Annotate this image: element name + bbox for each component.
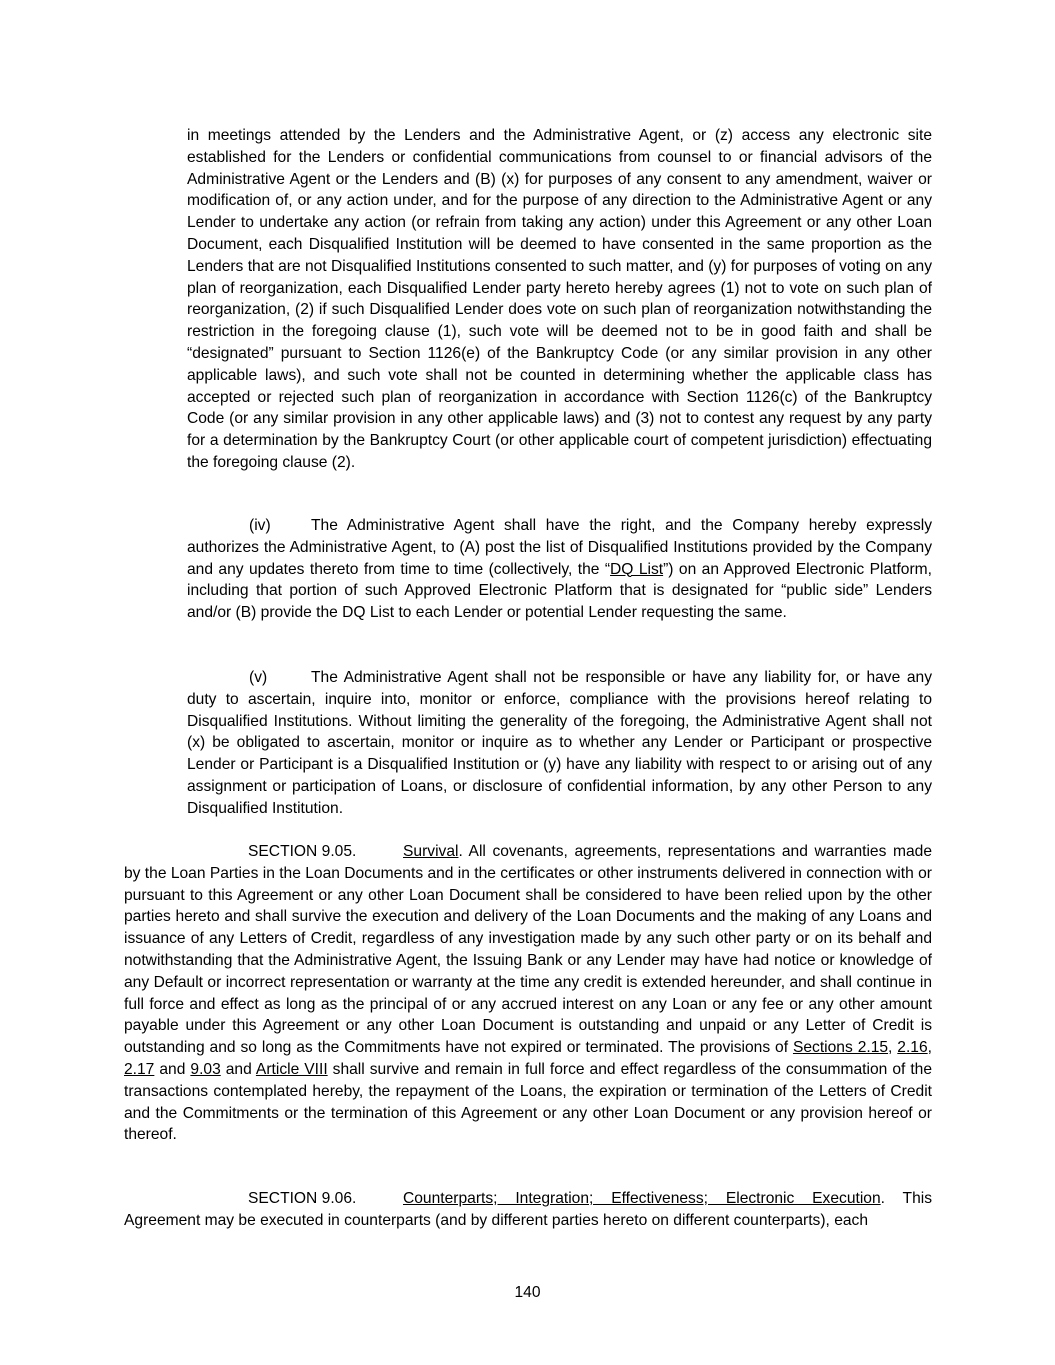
paragraph-iv-text-after: ”) on an Approved Electronic Platform, including that portion of such Approved Electronic Platform that is designated for “public side” Lenders and/or (B) provide the DQ List to each Lender or potential Lender requesting the same. xyxy=(187,560,932,622)
section-9-06 xyxy=(124,1188,932,1232)
section-9-06-number: SECTION 9.06. xyxy=(248,1190,357,1207)
section-9-06-heading: Counterparts; Integration; Effectiveness; Electronic Execution xyxy=(403,1190,881,1207)
paragraph-v xyxy=(187,667,932,820)
paragraph-v-text: The Administrative Agent shall not be responsible or have any liability for, or have any duty to ascertain, inquire into, monitor or enforce, compliance with the provisions hereof relating to Disqualified Institutions. Without limiting the generality of the foregoing, the Administrative Agent shall not (x) be obligated to ascertain, monitor or inquire as to whether any Lender or Participant or prospective Lender or Participant is a Disqualified Institution or (y) have any liability with respect to or arising out of any assignment or participation of Loans, or disclosure of confidential information, by any other Person to any Disqualified Institution. xyxy=(187,669,932,817)
reference-sections-2-15: Sections 2.15 xyxy=(792,1039,889,1057)
section-9-05-text-1: . All covenants, agreements, representations and warranties made by the Loan Parties in the Loan Documents and in the certificates or other instruments delivered in connection with or pursuant to this Agreement or any other Loan Document shall be considered to have been relied upon by the other parties hereto and shall survive the execution and delivery of the Loan Documents and the making of any Loans and issuance of any Letters of Credit, regardless of any investigation made by any such other party or on its behalf and notwithstanding that the Administrative Agent, the Issuing Bank or any Lender may have had notice or knowledge of any Default or incorrect representation or warranty at the time any credit is extended hereunder, and shall continue in full force and effect as long as the principal of or any accrued interest on any Loan or any fee or any other amount payable under this Agreement or any other Loan Document is outstanding and unpaid or any Letter of Credit is outstanding and so long as the Commitments have not expired or terminated. The provisions of xyxy=(124,843,932,1057)
paragraph-iv-text-before: The Administrative Agent shall have the right, and the Company hereby expressly authorizes the Administrative Agent, to (A) post the list of Disqualified Institutions provided by the Company and any updates thereto from time to time (collectively, the “ xyxy=(187,517,932,578)
paragraph-v-number: (v) xyxy=(249,669,268,686)
reference-2-16: 2.16 xyxy=(897,1039,928,1057)
reference-2-17: 2.17 xyxy=(124,1060,155,1078)
defined-term-dq-list: DQ List xyxy=(610,560,664,578)
paragraph-iv-number: (iv) xyxy=(249,517,271,534)
section-9-05-heading: Survival xyxy=(403,843,459,860)
section-9-05-text-2: shall survive and remain in full force and effect regardless of the consummation of the transactions contemplated hereby, the repayment of the Loans, the expiration or termination of the Letters of Credit and the Commitments or the termination of this Agreement or any other Loan Document or any provision hereof or thereof. xyxy=(124,1060,933,1144)
page-number: 140 xyxy=(514,1284,541,1301)
section-9-05: SECTION 9.05. Survival. All covenants, agreements, representations and warranties made by the Loan Parties in the Loan Documents and in the certificates or other instruments delivered in connection with or pursuant to this Agreement or any other Loan Document shall be considered to have been relied upon by the other parties hereto and shall survive the execution and delivery of the Loan Documents and the making of any Loans and issuance of any Letters of Credit, regardless of any investigation made by any such other party or on its behalf and notwithstanding that the Administrative Agent, the Issuing Bank or any Lender may have had notice or knowledge of any Default or incorrect representation or warranty at the time any credit is extended hereunder, and shall continue in full force and effect as long as the principal of or any accrued interest on any Loan or any fee or any other amount payable under this Agreement or any other Loan Document is outstanding and unpaid or any Letter of Credit is outstanding and so long as the Commitments have not expired or terminated. The provisions of Sections 2.15, 2.16, 2.17 and 9.03 and Article VIII shall survive and remain in full force and effect regardless of the consummation of the transactions contemplated hereby, the repayment of the Loans, the expiration or termination of the Letters of Credit and the Commitments or the termination of this Agreement or any other Loan Document or any provision hereof or thereof. xyxy=(124,843,933,1144)
paragraph-continuation xyxy=(187,125,932,474)
paragraph-iv xyxy=(187,515,932,624)
reference-article-viii: Article VIII xyxy=(255,1060,328,1078)
section-9-06-text: . This Agreement may be executed in counterparts (and by different parties hereto on different counterparts), each xyxy=(124,1190,932,1229)
section-9-05-number: SECTION 9.05. xyxy=(248,843,357,860)
paragraph-continuation-text: in meetings attended by the Lenders and the Administrative Agent, or (z) access any electronic site established for the Lenders or confidential communications from counsel to or financial advisors of the Administrative Agent or the Lenders and (B) (x) for purposes of any consent to any amendment, waiver or modification of, or any action under, and for the purpose of any direction to the Administrative Agent or any Lender to undertake any action (or refrain from taking any action) under this Agreement or any other Loan Document, each Disqualified Institution will be deemed to have consented in the same proportion as the Lenders that are not Disqualified Institutions consented to such matter, and (y) for purposes of voting on any plan of reorganization, each Disqualified Lender party hereto hereby agrees (1) not to vote on such plan of reorganization, (2) if such Disqualified Lender does vote on such plan of reorganization notwithstanding the restriction in the foregoing clause (1), such vote will be deemed not to be in good faith and shall be “designated” pursuant to Section 1126(e) of the Bankruptcy Code (or any similar provision in any other applicable laws), and such vote shall not be counted in determining whether the applicable class has accepted or rejected such plan of reorganization in accordance with Section 1126(c) of the Bankruptcy Code (or any similar provision in any other applicable laws) and (3) not to contest any request by any party for a determination by the Bankruptcy Court (or other applicable court of competent jurisdiction) effectuating the foregoing clause (2). xyxy=(187,127,932,471)
reference-9-03: 9.03 xyxy=(190,1060,221,1078)
